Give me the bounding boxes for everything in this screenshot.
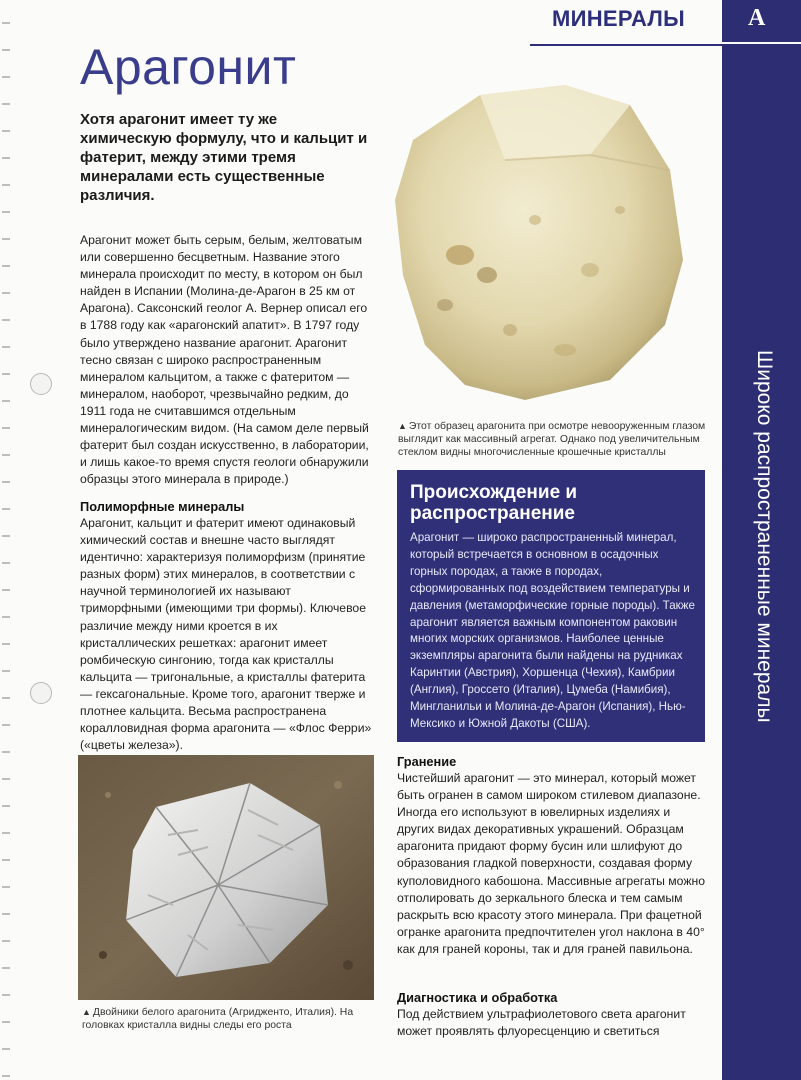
origin-heading: Происхождение и распространение [410, 482, 578, 524]
arrow-up-icon: ▲ [398, 421, 407, 431]
aragonite-crystal-photo [78, 755, 374, 1000]
aragonite-rock-photo [385, 60, 685, 410]
punch-hole [30, 682, 52, 704]
rock-caption [398, 420, 708, 459]
index-letter: А [748, 5, 766, 31]
crystal-caption [82, 1006, 382, 1032]
punch-hole [30, 373, 52, 395]
diagnostics-paragraph: Под действием ультрафиолетового света арагонит может проявлять флуоресценцию и светиться [397, 1007, 686, 1039]
article-lead: Хотя арагонит имеет ту же химическую формулу, что и кальцит и фатерит, между этими тремя минералами есть существенные различия. [80, 111, 368, 204]
diagnostics-heading: Диагностика и обработка [397, 990, 558, 1005]
sidebar-caption: Широко распространенные минералы [753, 350, 776, 723]
header-rule [530, 44, 723, 46]
section-title: МИНЕРАЛЫ [552, 6, 685, 31]
intro-paragraph: Арагонит может быть серым, белым, желтоватым или совершенно бесцветным. Название этого минерала происходит по месту, в котором он был найден в Испании (Молина-де-Арагон в 25 км от Арагона). Саксонский геолог А. Вернер описал его в 1788 году как «арагонский апатит». В 1797 году было утверждено название арагонит. Арагонит тесно связан с широко распространенным минералом кальцитом, а также с фатеритом — минералом, наоборот, чрезвычайно редким, до 1911 года не считавшимся отдельным минералогическим видом. (На самом деле первый фатерит был создан искусственно, в лаборатории, и лишь какое-то время спустя геологи обнаружили образцы этого минерала в природе.) [80, 233, 369, 487]
binder-edge [2, 0, 10, 1080]
cutting-paragraph: Чистейший арагонит — это минерал, который может быть огранен в самом широком стилевом диапазоне. Иногда его используют в ювелирных изделиях и других видах декоративных украшений. Образцам арагонита придают форму бусин или шлифуют до образования гладкой поверхности, создавая форму куполовидного кабошона. Массивные агрегаты можно отполировать до зеркального блеска и тем самым раскрыть всю красоту этого минерала. При фацетной огранке арагонита предпочтителен угол наклона в 40° как для граней короны, так и для граней павильона. [397, 771, 705, 956]
rock-caption-text: Этот образец арагонита при осмотре невооруженным глазом выглядит как массивный агрегат. Однако под увеличительным стеклом видны многочисленные крошечные кристаллы [398, 421, 706, 458]
polymorph-paragraph: Арагонит, кальцит и фатерит имеют одинаковый химический состав и внешне часто выглядят идентично: характеризуя полиморфизм (принятие разных форм) этих минералов, в соответствии с научной терминологией их называют триморфными (имеющими три формы). Ключевое различие между ними кроется в их кристаллических решетках: арагонит имеет ромбическую сингонию, тогда как кристаллы кальцита — тригональные, а кристаллы фатерита — гексагональные. Кроме того, арагонит тверже и плотнее кальцита. Весьма распространена коралловидная форма арагонита — «Флос Ферри» («цветы железа»). [80, 516, 372, 753]
cutting-heading: Гранение [397, 754, 457, 769]
crystal-caption-text: Двойники белого арагонита (Агридженто, Италия). На головках кристалла видны следы его роста [82, 1007, 354, 1031]
arrow-up-icon: ▲ [82, 1007, 91, 1017]
article-title: Арагонит [80, 39, 297, 95]
origin-paragraph: Арагонит — широко распространенный минерал, который встречается в основном в осадочных горных породах, а также в породах, сформированных под воздействием температуры и давления (метаморфические горные породы). Также арагонит является важным компонентом раковин многих морских организмов. Наиболее ценные экземпляры арагонита были найдены на рудниках Каринтии (Австрия), Хоршенца (Чехия), Камбрии (Англия), Гроссето (Италия), Цумеба (Намибия), Мингланильи и Молина-де-Арагон (Испания), Нью-Мексико и Южной Дакоты (США). [410, 531, 695, 730]
polymorph-heading: Полиморфные минералы [80, 499, 245, 514]
